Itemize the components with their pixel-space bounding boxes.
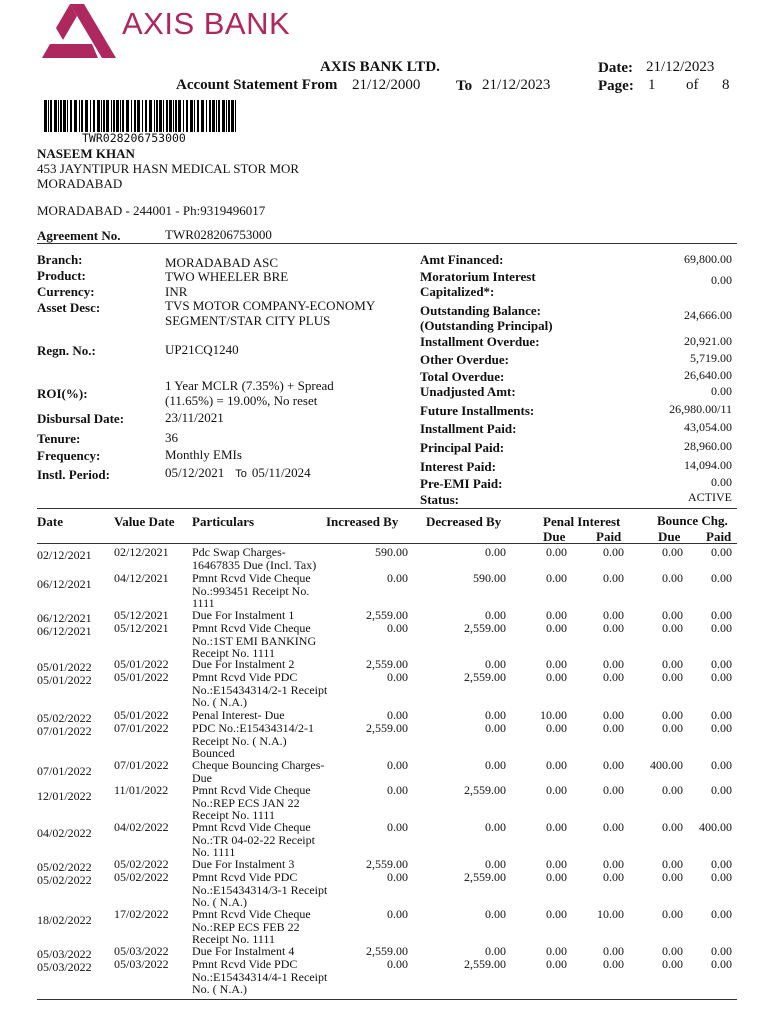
row-value-date: 05/01/2022 — [114, 657, 169, 671]
row-increased: 0.00 — [387, 708, 408, 722]
col-bounce-header: Bounce Chg. — [657, 513, 728, 528]
row-penal-paid: 10.00 — [597, 907, 624, 921]
statement-label: Account Statement From — [176, 77, 338, 93]
row-date: 05/03/2022 — [37, 960, 92, 974]
row-decreased: 2,559.00 — [464, 670, 506, 684]
row-increased: 0.00 — [387, 571, 408, 585]
row-penal-paid: 0.00 — [603, 857, 624, 871]
currency-value: INR — [165, 284, 188, 299]
disbursal-date-value: 23/11/2021 — [165, 410, 224, 425]
row-particulars: Pmnt Rcvd Vide Cheque No.:1ST EMI BANKING Receipt No. 1111 — [192, 621, 317, 660]
agreement-number: TWR028206753000 — [165, 227, 272, 242]
moratorium-value: 0.00 — [711, 273, 732, 287]
row-bounce-paid: 0.00 — [711, 783, 732, 797]
row-bounce-paid: 0.00 — [711, 608, 732, 622]
barcode-bar — [106, 100, 109, 132]
row-penal-paid: 0.00 — [603, 621, 624, 635]
instl-period-value — [165, 465, 395, 482]
row-penal-due: 0.00 — [546, 571, 567, 585]
row-bounce-paid: 0.00 — [711, 957, 732, 971]
barcode-bar — [212, 100, 215, 132]
row-date: 12/01/2022 — [37, 789, 92, 803]
barcode-bar — [154, 100, 155, 132]
asset-desc-value: TVS MOTOR COMPANY-ECONOMY SEGMENT/STAR CITY PLUS — [165, 298, 375, 328]
row-bounce-due: 0.00 — [662, 820, 683, 834]
barcode-bar — [231, 100, 234, 132]
row-decreased: 0.00 — [485, 820, 506, 834]
row-value-date: 05/03/2022 — [114, 944, 169, 958]
barcode-bar — [163, 100, 164, 132]
barcode-bar — [111, 100, 112, 132]
row-increased: 0.00 — [387, 820, 408, 834]
barcode-bar — [48, 100, 49, 132]
row-increased: 2,559.00 — [366, 944, 408, 958]
branch-label: Branch: — [37, 252, 83, 267]
row-increased: 2,559.00 — [366, 721, 408, 735]
barcode-bar — [116, 100, 119, 132]
page-number: 1 — [648, 77, 656, 93]
barcode-bar — [122, 100, 124, 132]
row-penal-paid: 0.00 — [603, 708, 624, 722]
row-penal-due: 0.00 — [546, 758, 567, 772]
branch-value: MORADABAD ASC — [165, 255, 279, 270]
row-decreased: 0.00 — [485, 907, 506, 921]
barcode-bar — [194, 100, 195, 132]
row-value-date: 04/02/2022 — [114, 820, 169, 834]
row-increased: 0.00 — [387, 670, 408, 684]
bank-name: AXIS BANK LTD. — [320, 59, 440, 75]
barcode-bar — [70, 100, 72, 132]
barcode-bar — [44, 100, 47, 132]
roi-label: ROI(%): — [37, 386, 88, 401]
row-decreased: 2,559.00 — [464, 783, 506, 797]
row-penal-due: 0.00 — [546, 870, 567, 884]
other-overdue-label: Other Overdue: — [420, 352, 509, 367]
barcode-bar — [201, 100, 204, 132]
date-label: Date: — [598, 60, 633, 76]
page-total: 8 — [722, 77, 730, 93]
row-value-date: 05/01/2022 — [114, 708, 169, 722]
pre-emi-paid-label: Pre-EMI Paid: — [420, 476, 503, 491]
frequency-label: Frequency: — [37, 448, 101, 463]
row-date: 04/02/2022 — [37, 826, 92, 840]
row-decreased: 2,559.00 — [464, 621, 506, 635]
future-installments-label: Future Installments: — [420, 403, 535, 418]
barcode-bar — [120, 100, 121, 132]
principal-paid-value: 28,960.00 — [684, 439, 732, 453]
tenure-value: 36 — [165, 430, 178, 445]
barcode-bar — [209, 100, 211, 132]
regn-label: Regn. No.: — [37, 343, 96, 358]
row-particulars: Pdc Swap Charges-16467835 Due (Incl. Tax) — [192, 545, 317, 572]
row-particulars: Pmnt Rcvd Vide PDC No.:E15434314/4-1 Receipt No. ( N.A.) — [192, 957, 328, 996]
row-decreased: 0.00 — [485, 657, 506, 671]
barcode-bar — [169, 100, 172, 132]
row-bounce-paid: 0.00 — [711, 657, 732, 671]
row-decreased: 2,559.00 — [464, 870, 506, 884]
installment-paid-label: Installment Paid: — [420, 421, 517, 436]
row-date: 05/03/2022 — [37, 947, 92, 961]
status-value: ACTIVE — [688, 490, 732, 504]
row-date: 07/01/2022 — [37, 724, 92, 738]
unadjusted-amt-label: Unadjusted Amt: — [420, 384, 516, 399]
row-penal-paid: 0.00 — [603, 670, 624, 684]
row-bounce-due: 0.00 — [662, 608, 683, 622]
row-penal-due: 0.00 — [546, 944, 567, 958]
barcode-bar — [218, 100, 220, 132]
row-increased: 0.00 — [387, 907, 408, 921]
row-date: 06/12/2021 — [37, 624, 92, 638]
tenure-label: Tenure: — [37, 431, 81, 446]
barcode-bar — [101, 100, 102, 132]
page-label: Page: — [598, 78, 634, 94]
logo-text: AXIS BANK — [122, 6, 291, 41]
row-penal-paid: 0.00 — [603, 820, 624, 834]
unadjusted-amt-value: 0.00 — [711, 384, 732, 398]
pre-emi-paid-value: 0.00 — [711, 475, 732, 489]
row-bounce-paid: 0.00 — [711, 944, 732, 958]
barcode-text: TWR028206753000 — [82, 131, 186, 145]
row-decreased: 0.00 — [485, 857, 506, 871]
barcode-bar — [103, 100, 105, 132]
col-bounce-paid-header: Paid — [706, 529, 732, 544]
row-value-date: 02/12/2021 — [114, 545, 169, 559]
barcode-bar — [197, 100, 199, 132]
asset-desc-label: Asset Desc: — [37, 300, 101, 315]
row-increased: 0.00 — [387, 870, 408, 884]
row-increased: 2,559.00 — [366, 657, 408, 671]
barcode-bar — [67, 100, 68, 132]
row-particulars: Pmnt Rcvd Vide PDC No.:E15434314/3-1 Receipt No. ( N.A.) — [192, 870, 328, 909]
row-bounce-paid: 0.00 — [711, 670, 732, 684]
product-value: TWO WHEELER BRE — [165, 269, 289, 284]
row-date: 05/01/2022 — [37, 660, 92, 674]
row-penal-due: 0.00 — [546, 545, 567, 559]
barcode-bar — [228, 100, 230, 132]
row-particulars: Due For Instalment 4 — [192, 944, 295, 958]
row-value-date: 05/03/2022 — [114, 957, 169, 971]
row-bounce-paid: 0.00 — [711, 907, 732, 921]
row-increased: 0.00 — [387, 957, 408, 971]
barcode-bar — [142, 100, 143, 132]
row-decreased: 0.00 — [485, 708, 506, 722]
row-increased: 2,559.00 — [366, 608, 408, 622]
row-value-date: 07/01/2022 — [114, 721, 169, 735]
barcode-bar — [137, 100, 140, 132]
row-decreased: 0.00 — [485, 721, 506, 735]
barcode-bar — [173, 100, 174, 132]
row-penal-due: 0.00 — [546, 670, 567, 684]
col-penal-paid-header: Paid — [596, 529, 622, 544]
installment-overdue-label: Installment Overdue: — [420, 334, 540, 349]
divider — [37, 508, 737, 509]
customer-name: NASEEM KHAN — [37, 146, 135, 161]
statement-to-date: 21/12/2023 — [482, 77, 551, 93]
row-penal-due: 0.00 — [546, 857, 567, 871]
barcode-bar — [126, 100, 129, 132]
row-particulars: Cheque Bouncing Charges-Due — [192, 758, 325, 785]
installment-paid-value: 43,054.00 — [684, 420, 732, 434]
col-decreased-header: Decreased By — [426, 514, 502, 529]
row-bounce-due: 0.00 — [662, 907, 683, 921]
barcode-bar — [74, 100, 77, 132]
row-value-date: 05/01/2022 — [114, 670, 169, 684]
row-bounce-due: 0.00 — [662, 783, 683, 797]
future-installments-value: 26,980.00/11 — [669, 402, 732, 416]
total-overdue-value: 26,640.00 — [684, 368, 732, 382]
row-bounce-due: 0.00 — [662, 708, 683, 722]
row-bounce-paid: 0.00 — [711, 870, 732, 884]
row-value-date: 05/12/2021 — [114, 608, 169, 622]
row-increased: 590.00 — [375, 545, 408, 559]
barcode-bar — [60, 100, 62, 132]
barcode-bar — [190, 100, 193, 132]
row-particulars: PDC No.:E15434314/2-1 Receipt No. ( N.A.) Bounced — [192, 721, 315, 760]
row-bounce-due: 0.00 — [662, 657, 683, 671]
interest-paid-label: Interest Paid: — [420, 459, 496, 474]
row-penal-paid: 0.00 — [603, 870, 624, 884]
row-particulars: Pmnt Rcvd Vide PDC No.:E15434314/2-1 Receipt No. ( N.A.) — [192, 670, 328, 709]
row-bounce-due: 0.00 — [662, 621, 683, 635]
barcode-bar — [226, 100, 227, 132]
row-particulars: Due For Instalment 2 — [192, 657, 295, 671]
row-penal-paid: 0.00 — [603, 545, 624, 559]
row-bounce-due: 0.00 — [662, 857, 683, 871]
barcode-bar — [235, 100, 236, 132]
barcode-bar — [50, 100, 52, 132]
statement-from-date: 21/12/2000 — [352, 77, 421, 93]
row-increased: 0.00 — [387, 783, 408, 797]
row-penal-due: 0.00 — [546, 820, 567, 834]
col-penal-header: Penal Interest — [543, 514, 621, 529]
other-overdue-value: 5,719.00 — [690, 351, 732, 365]
barcode-bar — [85, 100, 88, 132]
barcode-bar — [156, 100, 158, 132]
status-label: Status: — [420, 492, 460, 507]
row-decreased: 2,559.00 — [464, 957, 506, 971]
row-bounce-paid: 0.00 — [711, 621, 732, 635]
row-penal-paid: 0.00 — [603, 721, 624, 735]
row-penal-paid: 0.00 — [603, 783, 624, 797]
row-penal-due: 0.00 — [546, 957, 567, 971]
principal-paid-label: Principal Paid: — [420, 440, 505, 455]
customer-pin-phone: MORADABAD - 244001 - Ph:9319496017 — [37, 203, 266, 218]
row-bounce-due: 0.00 — [662, 670, 683, 684]
page-of: of — [686, 77, 699, 93]
product-label: Product: — [37, 268, 86, 283]
barcode-bar — [134, 100, 136, 132]
col-date-header: Date — [37, 514, 63, 529]
disbursal-date-label: Disbursal Date: — [37, 411, 125, 426]
row-bounce-paid: 0.00 — [711, 857, 732, 871]
divider — [37, 243, 737, 244]
row-penal-paid: 0.00 — [603, 944, 624, 958]
row-bounce-paid: 0.00 — [711, 758, 732, 772]
row-penal-paid: 0.00 — [603, 957, 624, 971]
instl-period-to: 05/11/2024 — [251, 465, 311, 480]
row-decreased: 0.00 — [485, 944, 506, 958]
row-value-date: 07/01/2022 — [114, 758, 169, 772]
row-bounce-due: 400.00 — [650, 758, 683, 772]
barcode-bar — [186, 100, 188, 132]
row-date: 18/02/2022 — [37, 913, 92, 927]
currency-label: Currency: — [37, 284, 95, 299]
barcode-bar — [178, 100, 181, 132]
row-penal-due: 0.00 — [546, 783, 567, 797]
col-bounce-due-header: Due — [658, 529, 681, 544]
customer-address: 453 JAYNTIPUR HASN MEDICAL STOR MOR MORADABAD — [37, 161, 300, 191]
row-decreased: 0.00 — [485, 608, 506, 622]
row-increased: 0.00 — [387, 621, 408, 635]
row-penal-paid: 0.00 — [603, 608, 624, 622]
barcode-bar — [58, 100, 59, 132]
row-date: 05/02/2022 — [37, 711, 92, 725]
row-increased: 0.00 — [387, 758, 408, 772]
divider — [37, 999, 737, 1000]
barcode-bar — [54, 100, 57, 132]
barcode-bar — [97, 100, 100, 132]
row-value-date: 04/12/2021 — [114, 571, 169, 585]
row-bounce-paid: 0.00 — [711, 571, 732, 585]
instl-period-from: 05/12/2021 — [165, 465, 225, 480]
col-particulars-header: Particulars — [192, 514, 255, 529]
row-particulars: Pmnt Rcvd Vide Cheque No.:REP ECS JAN 22 Receipt No. 1111 — [192, 783, 311, 822]
row-bounce-due: 0.00 — [662, 870, 683, 884]
barcode-bar — [113, 100, 115, 132]
row-bounce-paid: 0.00 — [711, 545, 732, 559]
row-bounce-paid: 0.00 — [711, 721, 732, 735]
row-penal-paid: 0.00 — [603, 571, 624, 585]
agreement-label: Agreement No. — [37, 228, 121, 243]
row-value-date: 05/02/2022 — [114, 870, 169, 884]
row-date: 05/02/2022 — [37, 860, 92, 874]
row-penal-due: 0.00 — [546, 657, 567, 671]
row-penal-paid: 0.00 — [603, 657, 624, 671]
roi-value: 1 Year MCLR (7.35%) + Spread (11.65%) = 19.00%, No reset — [165, 378, 334, 408]
frequency-value: Monthly EMIs — [165, 447, 242, 462]
row-decreased: 0.00 — [485, 758, 506, 772]
row-penal-paid: 0.00 — [603, 758, 624, 772]
col-penal-due-header: Due — [543, 529, 566, 544]
row-date: 07/01/2022 — [37, 764, 92, 778]
row-bounce-paid: 0.00 — [711, 708, 732, 722]
row-date: 05/02/2022 — [37, 873, 92, 887]
row-particulars: Pmnt Rcvd Vide Cheque No.:993451 Receipt No. 1111 — [192, 571, 311, 610]
regn-value: UP21CQ1240 — [165, 342, 239, 357]
row-bounce-due: 0.00 — [662, 944, 683, 958]
amt-financed-label: Amt Financed: — [420, 252, 504, 267]
moratorium-label: Moratorium Interest Capitalized*: — [420, 269, 536, 299]
barcode-bar — [159, 100, 162, 132]
barcode — [44, 100, 240, 132]
barcode-bar — [166, 100, 168, 132]
row-penal-due: 0.00 — [546, 907, 567, 921]
barcode-bar — [206, 100, 207, 132]
row-particulars: Pmnt Rcvd Vide Cheque No.:TR 04-02-22 Receipt No. 1111 — [192, 820, 315, 859]
barcode-bar — [93, 100, 95, 132]
barcode-bar — [222, 100, 225, 132]
outstanding-balance-value: 24,666.00 — [684, 308, 732, 322]
barcode-bar — [63, 100, 66, 132]
barcode-bar — [183, 100, 184, 132]
row-date: 06/12/2021 — [37, 577, 92, 591]
date-value: 21/12/2023 — [646, 59, 715, 75]
row-bounce-due: 0.00 — [662, 545, 683, 559]
row-bounce-due: 0.00 — [662, 571, 683, 585]
barcode-bar — [145, 100, 147, 132]
barcode-bar — [216, 100, 217, 132]
row-decreased: 590.00 — [473, 571, 506, 585]
amt-financed-value: 69,800.00 — [684, 252, 732, 266]
interest-paid-value: 14,094.00 — [684, 458, 732, 472]
row-penal-due: 0.00 — [546, 721, 567, 735]
barcode-bar — [175, 100, 177, 132]
row-bounce-due: 0.00 — [662, 721, 683, 735]
row-value-date: 05/02/2022 — [114, 857, 169, 871]
divider — [37, 543, 737, 544]
outstanding-balance-label: Outstanding Balance: (Outstanding Principal) — [420, 303, 553, 333]
barcode-bar — [149, 100, 152, 132]
col-value-date-header: Value Date — [114, 514, 175, 529]
row-date: 05/01/2022 — [37, 673, 92, 687]
row-bounce-due: 0.00 — [662, 957, 683, 971]
col-increased-header: Increased By — [326, 514, 399, 529]
barcode-bar — [131, 100, 132, 132]
row-penal-due: 0.00 — [546, 621, 567, 635]
row-particulars: Due For Instalment 3 — [192, 857, 295, 871]
total-overdue-label: Total Overdue: — [420, 369, 505, 384]
row-penal-due: 10.00 — [540, 708, 567, 722]
row-decreased: 0.00 — [485, 545, 506, 559]
installment-overdue-value: 20,921.00 — [684, 334, 732, 348]
row-bounce-paid: 400.00 — [699, 820, 732, 834]
instl-period-label: Instl. Period: — [37, 467, 110, 482]
barcode-bar — [90, 100, 91, 132]
row-date: 06/12/2021 — [37, 611, 92, 625]
row-penal-due: 0.00 — [546, 608, 567, 622]
statement-to-label: To — [456, 78, 473, 94]
row-increased: 2,559.00 — [366, 857, 408, 871]
row-value-date: 11/01/2022 — [114, 783, 169, 797]
row-particulars: Pmnt Rcvd Vide Cheque No.:REP ECS FEB 22 Receipt No. 1111 — [192, 907, 311, 946]
barcode-bar — [79, 100, 80, 132]
row-value-date: 17/02/2022 — [114, 907, 169, 921]
row-value-date: 05/12/2021 — [114, 621, 169, 635]
row-particulars: Due For Instalment 1 — [192, 608, 295, 622]
row-date: 02/12/2021 — [37, 548, 92, 562]
instl-period-to-label: To — [235, 468, 247, 480]
barcode-bar — [81, 100, 83, 132]
row-particulars: Penal Interest- Due — [192, 708, 285, 722]
